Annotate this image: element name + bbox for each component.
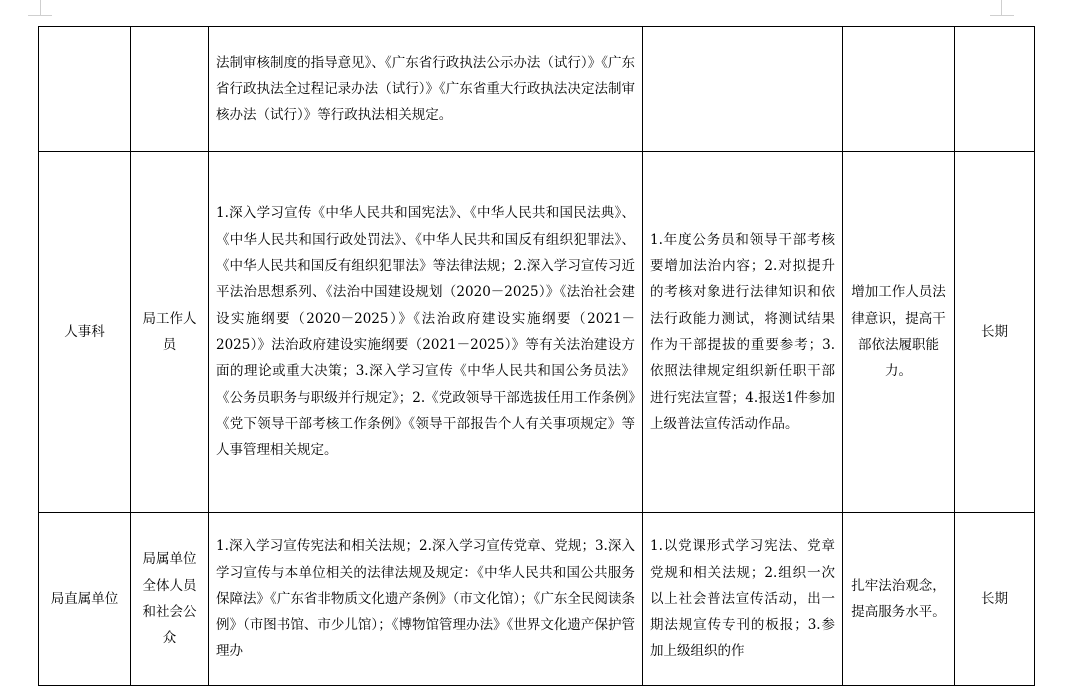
cell-content: 1.深入学习宣传宪法和相关法规；2.深入学习宣传党章、党规；3.深入学习宣传与本单位相关的法律法规及规定：《中华人民共和国公共服务保障法》《广东省非物质文化遗产条例》（市文化馆）；《广东全民阅读条例》（市图书馆、市少儿馆）；《博物馆管理办法》《世界文化遗产保护管理办 [209, 513, 643, 686]
cell-outcome: 扎牢法治观念，提高服务水平。 [843, 513, 955, 686]
cell-unit: 人事科 [39, 152, 131, 513]
cell-audience: 局工作人员 [131, 152, 209, 513]
cell-measures: 1.以党课形式学习宪法、党章党规和相关法规；2.组织一次以上社会普法宣传活动，出一期法规宣传专刊的板报；3.参加上级组织的作 [643, 513, 843, 686]
cell-measures: 1.年度公务员和领导干部考核要增加法治内容；2.对拟提升的考核对象进行法律知识和依法行政能力测试，将测试结果作为干部提拔的重要参考；3.依照法律规定组织新任职干部进行宪法宣誓；4.报送1件参加上级普法宣传活动作品。 [643, 152, 843, 513]
cell-content: 1.深入学习宣传《中华人民共和国宪法》、《中华人民共和国民法典》、《中华人民共和国行政处罚法》、《中华人民共和国反有组织犯罪法》、《中华人民共和国反有组织犯罪法》等法律法规；2.深入学习宣传习近平法治思想系列、《法治中国建设规划（2020－2025）》《法治社会建设实施纲要（2020－2025）》《法治政府建设实施纲要（2021－2025）》法治政府建设实施纲要（2021－2025）》等有关法治建设方面的理论或重大决策；3.深入学习宣传《中华人民共和国公务员法》《公务员职务与职级并行规定》；2.《党政领导干部选拔任用工作条例》《党下领导干部考核工作条例》《领导干部报告个人有关事项规定》等人事管理相关规定。 [209, 152, 643, 513]
cell-timeframe [955, 27, 1035, 152]
cell-audience [131, 27, 209, 152]
law-education-plan-table [38, 26, 1035, 686]
cell-audience: 局属单位全体人员和社会公众 [131, 513, 209, 686]
table-row [39, 152, 1035, 513]
cell-unit: 局直属单位 [39, 513, 131, 686]
cell-outcome: 增加工作人员法律意识，提高干部依法履职能力。 [843, 152, 955, 513]
cell-outcome [843, 27, 955, 152]
crop-mark-left-horizontal-icon [28, 15, 52, 16]
table-row [39, 27, 1035, 152]
cell-content: 法制审核制度的指导意见》、《广东省行政执法公示办法（试行）》《广东省行政执法全过程记录办法（试行）》《广东省重大行政执法决定法制审核办法（试行）》等行政执法相关规定。 [209, 27, 643, 152]
crop-mark-right-icon [1001, 0, 1002, 16]
cell-timeframe: 长期 [955, 513, 1035, 686]
crop-mark-right-horizontal-icon [990, 15, 1014, 16]
cell-unit [39, 27, 131, 152]
cell-measures [643, 27, 843, 152]
crop-mark-left-icon [40, 0, 41, 16]
cell-timeframe: 长期 [955, 152, 1035, 513]
